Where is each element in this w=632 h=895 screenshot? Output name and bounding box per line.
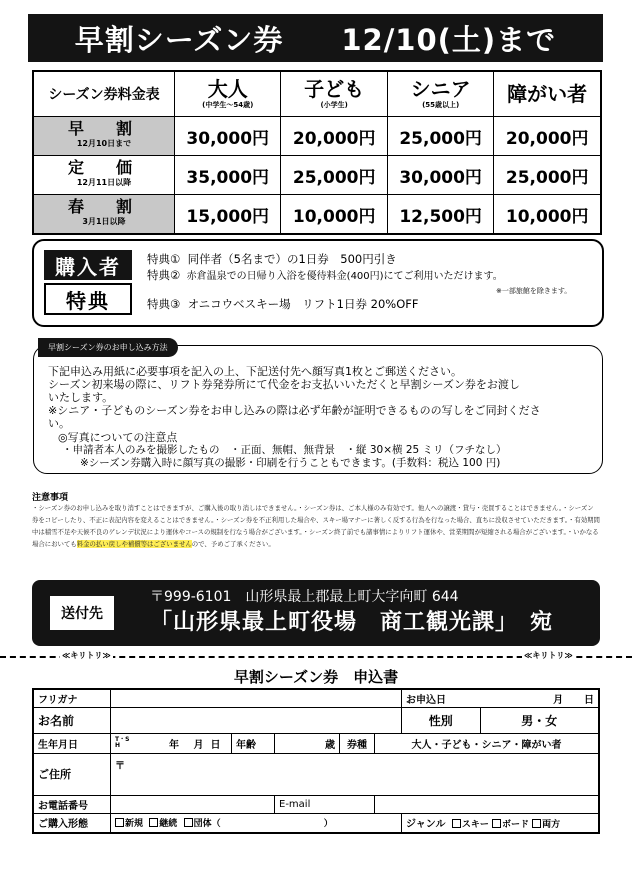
row-header: 早 割 12月10日まで (33, 117, 175, 156)
name-label: お名前 (33, 707, 111, 733)
apply-line: ・申請者本人のみを撮影したもの ・正面、無帽、無背景 ・縦 30×横 25 ミリ（フチなし） (62, 444, 507, 456)
genre-label: ジャンル (406, 819, 446, 831)
ski-checkbox[interactable] (452, 819, 461, 828)
notes-highlight: 料金の払い戻しや補償等はございません (76, 540, 192, 548)
apply-line: い。 (48, 417, 70, 430)
apply-line: いたします。 (48, 391, 114, 404)
price-cell: 20,000円 (281, 117, 387, 156)
purchase-label: ご購入形態 (33, 813, 111, 833)
application-form (32, 688, 600, 834)
furigana-label: フリガナ (33, 689, 111, 707)
ticket-type-label: 券種 (340, 733, 375, 753)
price-cell: 25,000円 (281, 156, 387, 195)
address-field[interactable] (111, 753, 600, 795)
postal-mark: 〒 (115, 760, 125, 772)
header-deadline: 12/10(土)まで (341, 22, 557, 57)
price-cell: 30,000円 (175, 117, 281, 156)
apply-date-field[interactable]: 月 日 (480, 689, 599, 707)
send-address: 〒999-6101 山形県最上郡最上町大字向町 644 (150, 589, 459, 605)
price-table (32, 70, 602, 235)
price-table-corner: シーズン券料金表 (33, 71, 175, 117)
gender-label: 性別 (402, 707, 481, 733)
price-cell: 30,000円 (387, 156, 493, 195)
cut-label-right: ≪キリトリ≫ (524, 651, 573, 660)
apply-method-tag: 早割シーズン券のお申し込み方法 (38, 338, 178, 357)
send-label: 送付先 (50, 596, 114, 630)
table-row (33, 117, 601, 156)
continue-checkbox[interactable] (149, 818, 158, 827)
table-row (33, 195, 601, 235)
new-checkbox[interactable] (115, 818, 124, 827)
row-header: 春 割 3月1日以降 (33, 195, 175, 235)
apply-line: ◎写真についての注意点 (58, 431, 178, 444)
apply-line: 下記申込み用紙に必要事項を記入の上、下記送付先へ顔写真1枚とご郵送ください。 (48, 365, 462, 378)
apply-line: ※シーズン券購入時に顔写真の撮影・印刷を行うこともできます。(手数料：税込 100 円) (80, 457, 501, 469)
genre-options[interactable]: ジャンル スキー ボード 両方 (402, 813, 600, 833)
benefit-item: 特典① 同伴者（5名まで）の1日券 500円引き (147, 252, 397, 266)
name-field[interactable] (111, 707, 402, 733)
birth-label: 生年月日 (33, 733, 111, 753)
purchase-options[interactable]: 新規 継続 団体（ ） (111, 813, 402, 833)
benefits-label-top: 購入者 (44, 250, 132, 280)
column-header: 子ども (小学生) (281, 71, 387, 117)
notes-body: ・シーズン券のお申し込みを取り消すことはできますが、ご購入後の取り消しはできません。・シーズン券は、ご本人様のみ有効です。他人への譲渡・貸与・売買することはできません。・シーズン券をコピーしたり、不正に表記内容を変えることはできません。・シーズン券を不正利用した場合や、スキー場マナーに著しく反する行為を行なった場合、直ちに没収させていただきます。・有効期間中は積雪不足や天候不良のゲレンデ状況により運休やコースの規制を行なう場合がございます。・シーズン終了前でも諸事情によりリフト運休や、営業期間が短縮される場合がございます。・いかなる場合においても料金の払い戻しや補償等はございませんので、予めご了承ください。 (32, 504, 600, 548)
header-title: 早割シーズン券 (74, 22, 284, 57)
table-row (33, 156, 601, 195)
row-header: 定 価 12月11日以降 (33, 156, 175, 195)
apply-line: シーズン初来場の際に、リフト券発券所にて代金をお支払いいただくと早割シーズン券をお渡し (48, 378, 520, 391)
board-checkbox[interactable] (492, 819, 501, 828)
column-header: 大人 (中学生～54歳) (175, 71, 281, 117)
price-cell: 35,000円 (175, 156, 281, 195)
both-checkbox[interactable] (532, 819, 541, 828)
price-cell: 10,000円 (494, 195, 601, 235)
phone-field[interactable] (111, 795, 275, 813)
benefit-note: ※一部旅館を除きます。 (496, 287, 572, 295)
birth-md[interactable]: 月 日 (183, 733, 232, 753)
price-cell: 25,000円 (494, 156, 601, 195)
age-label: 年齢 (232, 733, 275, 753)
phone-label: お電話番号 (33, 795, 111, 813)
cut-label-left: ≪キリトリ≫ (62, 651, 111, 660)
apply-line: ※シニア・子どものシーズン券をお申し込みの際は必ず年齢が証明できるものの写しをご同封くださ (48, 404, 541, 417)
price-cell: 10,000円 (281, 195, 387, 235)
apply-date-label: お申込日 (402, 689, 481, 707)
email-field[interactable] (375, 795, 600, 813)
age-field[interactable]: 歳 (275, 733, 340, 753)
email-label: E-mail (275, 795, 375, 813)
price-cell: 15,000円 (175, 195, 281, 235)
ticket-type-field[interactable]: 大人・子ども・シニア・障がい者 (375, 733, 600, 753)
price-cell: 20,000円 (494, 117, 601, 156)
header-banner (28, 14, 603, 62)
era-field[interactable]: T・S H (111, 733, 138, 753)
furigana-field[interactable] (111, 689, 402, 707)
price-cell: 25,000円 (387, 117, 493, 156)
notes-heading: 注意事項 (32, 493, 69, 503)
column-header: シニア (55歳以上) (387, 71, 493, 117)
form-title: 早割シーズン券 申込書 (233, 668, 399, 686)
column-header: 障がい者 (494, 71, 601, 117)
group-checkbox[interactable] (184, 818, 193, 827)
benefits-label-bottom: 特典 (44, 283, 132, 315)
gender-field[interactable]: 男・女 (480, 707, 599, 733)
benefit-item: 特典② 赤倉温泉での日帰り入浴を優待料金(400円)にてご利用いただけます。 (147, 268, 503, 282)
address-label: ご住所 (33, 753, 111, 795)
benefit-item: 特典③ オニコウベスキー場 リフト1日券 20%OFF (147, 297, 419, 311)
price-cell: 12,500円 (387, 195, 493, 235)
send-recipient: 「山形県最上町役場 商工観光課」 宛 (150, 610, 554, 635)
year-label: 年 (137, 733, 183, 753)
